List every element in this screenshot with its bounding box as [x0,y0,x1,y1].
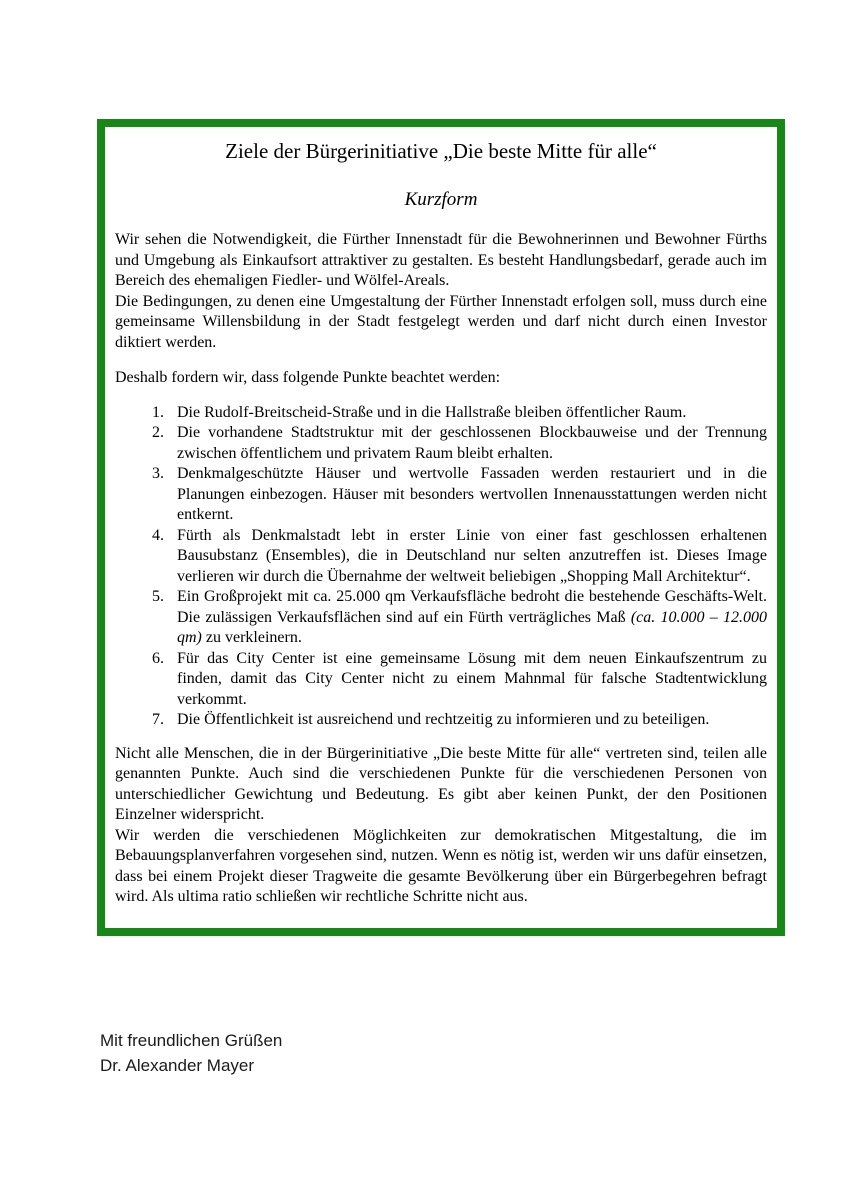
list-item-number: 1. [152,403,164,421]
list-item-text [177,587,767,649]
list-item-text: Fürth als Denkmalstadt lebt in erster Linie von einer fast geschlossen erhaltenen Bausubstanz (Ensembles), die in Deutschland nur selten anzutreffen ist. Dieses Image verlieren wir durch die Übernahme der weltweit beliebigen „Shopping Mall Architektur“. [177,526,767,585]
demands-list [115,403,767,731]
list-item-text: Die Öffentlichkeit ist ausreichend und rechtzeitig zu informieren und zu beteiligen. [177,711,710,728]
list-item-number: 7. [152,711,164,728]
intro-paragraph-1: Wir sehen die Notwendigkeit, die Fürther Innenstadt für die Bewohnerinnen und Bewohner Fürths und Umgebung als Einkaufsort attraktiver zu gestalten. Es besteht Handlungsbedarf, gerade auch im Bereich des ehemaligen Fiedler- und Wölfel-Areals. [115,231,767,289]
green-border-box [97,119,785,936]
list-item-7 [115,710,767,731]
signature-greeting: Mit freundlichen Grüßen [100,1031,283,1050]
list-item-4 [115,526,767,588]
list-item-1 [115,403,767,424]
list-item-3 [115,464,767,526]
list-item-6 [115,649,767,711]
list-item-italic-segment: (ca. 10.000 – 12.000 qm) [177,608,767,646]
list-item-number: 2. [152,424,164,441]
list-item-text: Die vorhandene Stadtstruktur mit der geschlossenen Blockbauweise und der Trennung zwischen öffentlichem und privatem Raum bleibt erhalten. [177,424,767,462]
list-item-text: Die Rudolf-Breitscheid-Straße und in die Hallstraße bleiben öffentlicher Raum. [177,403,687,421]
intro-paragraph-2: Die Bedingungen, zu denen eine Umgestaltung der Fürther Innenstadt erfolgen soll, muss durch eine gemeinsame Willensbildung in der Stadt festgelegt werden und darf nicht durch einen Investor diktiert werden. [115,292,767,351]
document-title: Ziele der Bürgerinitiative „Die beste Mitte für alle“ [225,139,657,163]
list-item-number: 5. [152,588,164,605]
closing-section [115,744,767,908]
intro-section [115,230,767,353]
list-item-text: Für das City Center ist eine gemeinsame Lösung mit dem neuen Einkaufszentrum zu finden, damit das City Center nicht zu einem Mahnmal für falsche Stadtentwicklung verkommt. [177,649,767,708]
list-item-2 [115,423,767,464]
list-item-number: 6. [152,649,164,667]
document-subtitle: Kurzform [404,189,478,210]
list-item-text-segment: zu verkleinern. [201,629,302,646]
demands-intro: Deshalb fordern wir, dass folgende Punkte beachtet werden: [115,369,501,386]
list-item-5 [115,587,767,649]
list-item-number: 4. [152,526,164,544]
signature-block [100,1028,282,1078]
list-item-text-segment: Ein Großprojekt mit ca. 25.000 qm Verkaufsfläche bedroht die bestehende Geschäfts-Welt. Die zulässigen Verkaufsflächen sind auf ein Fürth verträgliches Maß [177,588,767,626]
closing-paragraph-1: Nicht alle Menschen, die in der Bürgerinitiative „Die beste Mitte für alle“ vertreten sind, teilen alle genannten Punkte. Auch sind die verschiedenen Punkte für die verschiedenen Personen von unterschiedlicher Gewichtung und Bedeutung. Es gibt aber keinen Punkt, der den Positionen Einzelner widerspricht. [115,744,767,823]
closing-paragraph-2: Wir werden die verschiedenen Möglichkeiten zur demokratischen Mitgestaltung, die im Bebauungsplanverfahren vorgesehen sind, nutzen. Wenn es nötig ist, werden wir uns dafür einsetzen, dass bei einem Projekt dieser Tragweite die gesamte Bevölkerung über ein Bürgerbegehren befragt wird. Als ultima ratio schließen wir rechtliche Schritte nicht aus. [115,826,767,905]
list-item-text: Denkmalgeschützte Häuser und wertvolle Fassaden werden restauriert und in die Planungen einbezogen. Häuser mit besonders wertvollen Innenausstattungen werden nicht entkernt. [177,465,767,523]
signature-name: Dr. Alexander Mayer [100,1056,255,1075]
list-item-number: 3. [152,465,164,482]
